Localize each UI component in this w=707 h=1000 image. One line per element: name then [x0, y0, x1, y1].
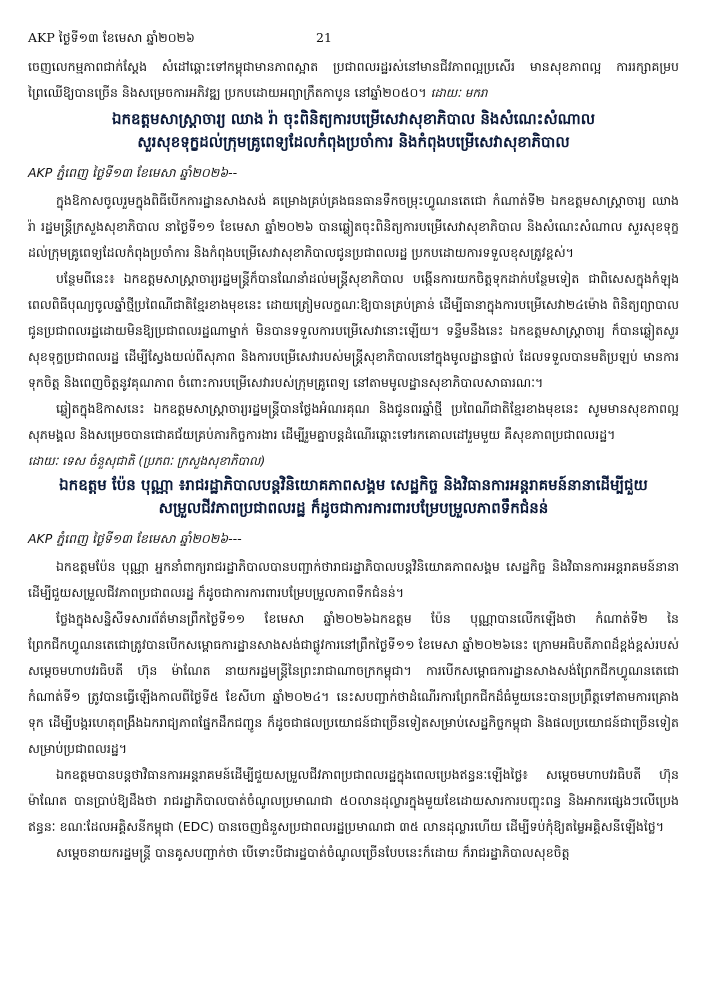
article1-headline-line1: ឯកឧត្តមសាស្ត្រាចារ្យ ឈាង រ៉ា ចុះពិនិត្យការបម្រើសេវាសុខាភិបាល និងសំណេះសំណាល [112, 110, 595, 128]
intro-paragraph [28, 54, 679, 106]
article2-paragraph-3: ឯកឧត្តមបានបន្តថាវិធានការអន្តរាគមន៍ដើម្បីជួយសម្រួលជីវភាពប្រជាពលរដ្ឋក្នុងពេលប្រេងឥន្ធនៈឡើងថ្លៃ៖ សម្តេចមហាបវរធិបតី ហ៊ុន ម៉ាណែត បានប្រាប់ឱ្យដឹងថា រាជរដ្ឋាភិបាលបាត់ចំណូលប្រមាណជា ៥០លានដុល្លារក្នុងមួយខែដោយសារការបញ្ចុះពន្ធ និងអាករផ្សេងៗលើប្រេងឥន្ធនៈ ខណៈដែលអគ្គិសនីកម្ពុជា (EDC) បានចេញជំនួសប្រជាពលរដ្ឋប្រមាណជា ៣៥ លានដុល្លារហើយ ដើម្បីទប់កុំឱ្យតម្លៃអគ្គិសនីឡើងថ្លៃ។ [28, 767, 679, 834]
article1-dateline: AKP ភ្នំពេញ ថ្ងៃទី១៣ ខែមេសា ឆ្នាំ២០២៦-- [28, 165, 238, 180]
article2-headline [28, 474, 679, 520]
article1-paragraph-3: ឆ្លៀតក្នុងឱកាសនេះ ឯកឧត្តមសាស្ត្រាចារ្យរដ្ឋមន្ត្រីបានថ្លែងអំណរគុណ និងជូនពរឆ្នាំថ្មី ប្រពៃណីជាតិខ្មែរខាងមុខនេះ សូមមានសុខភាពល្អ សុភមង្គល និងសម្រេចបានជោគជ័យគ្រប់ភារកិច្ចការងារ ដើម្បីរួមគ្នាបន្តដំណើរឆ្ពោះទៅរកគោលដៅរួមមួយ គឺសុខភាពប្រជាពលរដ្ឋ។ [28, 401, 679, 442]
article2-headline-line2: សម្រួលជីវភាពប្រជាពលរដ្ឋ ក៏ដូចជាការការពារបម្រែបម្រួលភាពទឹកជំនន់ [158, 499, 549, 517]
page-number: 21 [316, 30, 332, 45]
running-head: AKP ថ្ងៃទី១៣ ខែមេសា ឆ្នាំ២០២៦ [28, 30, 195, 45]
article2-dateline: AKP ភ្នំពេញ ថ្ងៃទី១៣ ខែមេសា ឆ្នាំ២០២៦--- [28, 531, 242, 546]
page-header [28, 30, 679, 54]
intro-byline: ដោយៈ មករា [430, 86, 488, 100]
article1-byline: ដោយៈ ទេស ចំនួសុជាតិ (ប្រភពៈ ក្រសួងសុខាភិបាល) [28, 454, 266, 468]
article2-paragraph-2: ថ្លែងក្នុងសន្និសីទសារព័ត៌មានព្រឹកថ្ងៃទី១១ ខែមេសា ឆ្នាំ២០២៦ឯកឧត្តម ប៉ែន បុណ្ណាបានលើកឡើងថា កំណាត់ទី២ នៃព្រែកជីកហ្វូណនតេជោត្រូវបានបើកសម្ពោធការដ្ឋានសាងសង់ជាផ្លូវការនៅព្រឹកថ្ងៃទី១១ ខែមេសា ឆ្នាំ២០២៦នេះ ក្រោមអធិបតីភាពដ៏ខ្ពង់ខ្ពស់របស់សម្តេចមហាបវរធិបតី ហ៊ុន ម៉ាណែត នាយករដ្ឋមន្ត្រីនៃព្រះរាជាណាចក្រកម្ពុជា។ ការបើកសម្ពោធការដ្ឋានសាងសង់ព្រែកជីកហ្វូណនតេជោកំណាត់ទី១ ត្រូវបានធ្វើឡើងកាលពីថ្ងៃទី៥ ខែសីហា ឆ្នាំ២០២៤។ នេះសបញ្ជាក់ថាដំណើរការព្រែកជីកដ៏ធំមួយនេះបានប្រព្រឹត្តទៅតាមការគ្រោងទុក ដើម្បីបង្ករហេតុពង្រឹងឯករាជ្យភាពផ្នែកដឹកជញ្ជូន ក៏ដូចជាផលប្រយោជន៍ជាច្រើនទៀតសម្រាប់សេដ្ឋកិច្ចកម្ពុជា និងផលប្រយោជន៍ជាច្រើនទៀតសម្រាប់ប្រជាពលរដ្ឋ។ [28, 611, 679, 756]
article2-paragraph-4: សម្តេចនាយករដ្ឋមន្ត្រី បានគូសបញ្ជាក់ថា បើទោះបីជារដ្ឋបាត់ចំណូលច្រើនបែបនេះក៏ដោយ ក៏រាជរដ្ឋាភិបាលសុខចិត្ត [56, 845, 570, 860]
intro-text: ចេញលេកម្មភាពជាក់ស្តែង សំដៅឆ្ពោះទៅកម្ពុជាមានភាពស្អាត ប្រជាពលរដ្ឋរស់នៅមានជីវភាពល្អប្រសើរ មានសុខភាពល្អ ការរក្សាគម្របព្រៃឈើឱ្យបានច្រើន និងសម្រេចការអភិវឌ្ឍ ប្រកបដោយអព្យាក្រឹតកាបូន នៅឆ្នាំ២០៥០។ [28, 59, 679, 100]
article1-paragraph-2: បន្ថែមពីនេះ៖ ឯកឧត្តមសាស្ត្រាចារ្យរដ្ឋមន្ត្រីក៏បានណែនាំដល់មន្ត្រីសុខាភិបាល បង្កើនការយកចិត្តទុកដាក់បន្ថែមទៀត ជាពិសេសក្នុងកំឡុងពេលពិធីបុណ្យចូលឆ្នាំថ្មីប្រពៃណីជាតិខ្មែរខាងមុខនេះ ដោយត្រៀមលក្ខណៈឱ្យបានគ្រប់គ្រាន់ ដើម្បីធានាក្នុងការបម្រើសេវា២៤ម៉ោង ពិនិត្យព្យាបាល ជូនប្រជាពលរដ្ឋដោយមិនឱ្យប្រជាពលរដ្ឋណាម្នាក់ មិនបានទទួលការបម្រើសេវានោះឡើយ។ ទន្ទឹមនឹងនេះ ឯកឧត្តមសាស្ត្រាចារ្យ ក៏បានឆ្លៀតសួរសុខទុក្ខប្រជាពលរដ្ឋ ដើម្បីស្វែងយល់ពីសុភាព និងការបម្រើសេវារបស់មន្ត្រីសុខាភិបាលនៅក្នុងមូលដ្ឋានផ្ទាល់ ដែលទទួលបានមតិប្រឡប់ មានការទុកចិត្ត និងពេញចិត្តនូវគុណភាព ចំពោះការបម្រើសេវារបស់ក្រុមគ្រូពេទ្យ នៅតាមមូលដ្ឋានសុខាភិបាលសាធារណៈ។ [28, 271, 679, 390]
article1-headline [28, 108, 679, 154]
article2-paragraph-1: ឯកឧត្តមប៉ែន បុណ្ណា អ្នកនាំពាក្យរាជរដ្ឋាភិបាលបានបញ្ជាក់ថារាជរដ្ឋាភិបាលបន្តវិនិយោគភាពសង្គម សេដ្ឋកិច្ច និងវិធានការអន្តរាគមន៍នានាដើម្បីជួយសម្រួលជីវភាពប្រជាពលរដ្ឋ ក៏ដូចជាការការពារបម្រែបម្រួលភាពទឹកជំនន់។ [28, 559, 679, 600]
article2-headline-line1: ឯកឧត្តម ប៉ែន បុណ្ណា ៖រាជរដ្ឋាភិបាលបន្តវិនិយោគភាពសង្គម សេដ្ឋកិច្ច និងវិធានការអន្តរាគមន៍នានាដើម្បីជួយ [59, 476, 648, 494]
article1-headline-line2: សួរសុខទុក្ខដល់ក្រុមគ្រូពេទ្យដែលកំពុងប្រចាំការ និងកំពុងបម្រើសេវាសុខាភិបាល [137, 133, 570, 151]
article1-paragraph-1: ក្នុងឱកាសចូលរួមក្នុងពិធីបើកការដ្ឋានសាងសង់ គម្រោងគ្រប់គ្រងធនធានទឹកចម្រុះហ្វូណនតេជោ កំណាត់ទី២ ឯកឧត្តមសាស្ត្រាចារ្យ ឈាង រ៉ា រដ្ឋមន្ត្រីក្រសួងសុខាភិបាល នាថ្ងៃទី១១ ខែមេសា ឆ្នាំ២០២៦ បានឆ្លៀតចុះពិនិត្យការបម្រើសេវាសុខាភិបាល និងសំណេះសំណាល សួរសុខទុក្ខដល់ក្រុមគ្រូពេទ្យដែលកំពុងប្រចាំការ និងកំពុងបម្រើសេវាសុខាភិបាលជូនប្រជាពលរដ្ឋ ប្រកបដោយការទទួលខុសត្រូវខ្ពស់។ [28, 193, 679, 260]
